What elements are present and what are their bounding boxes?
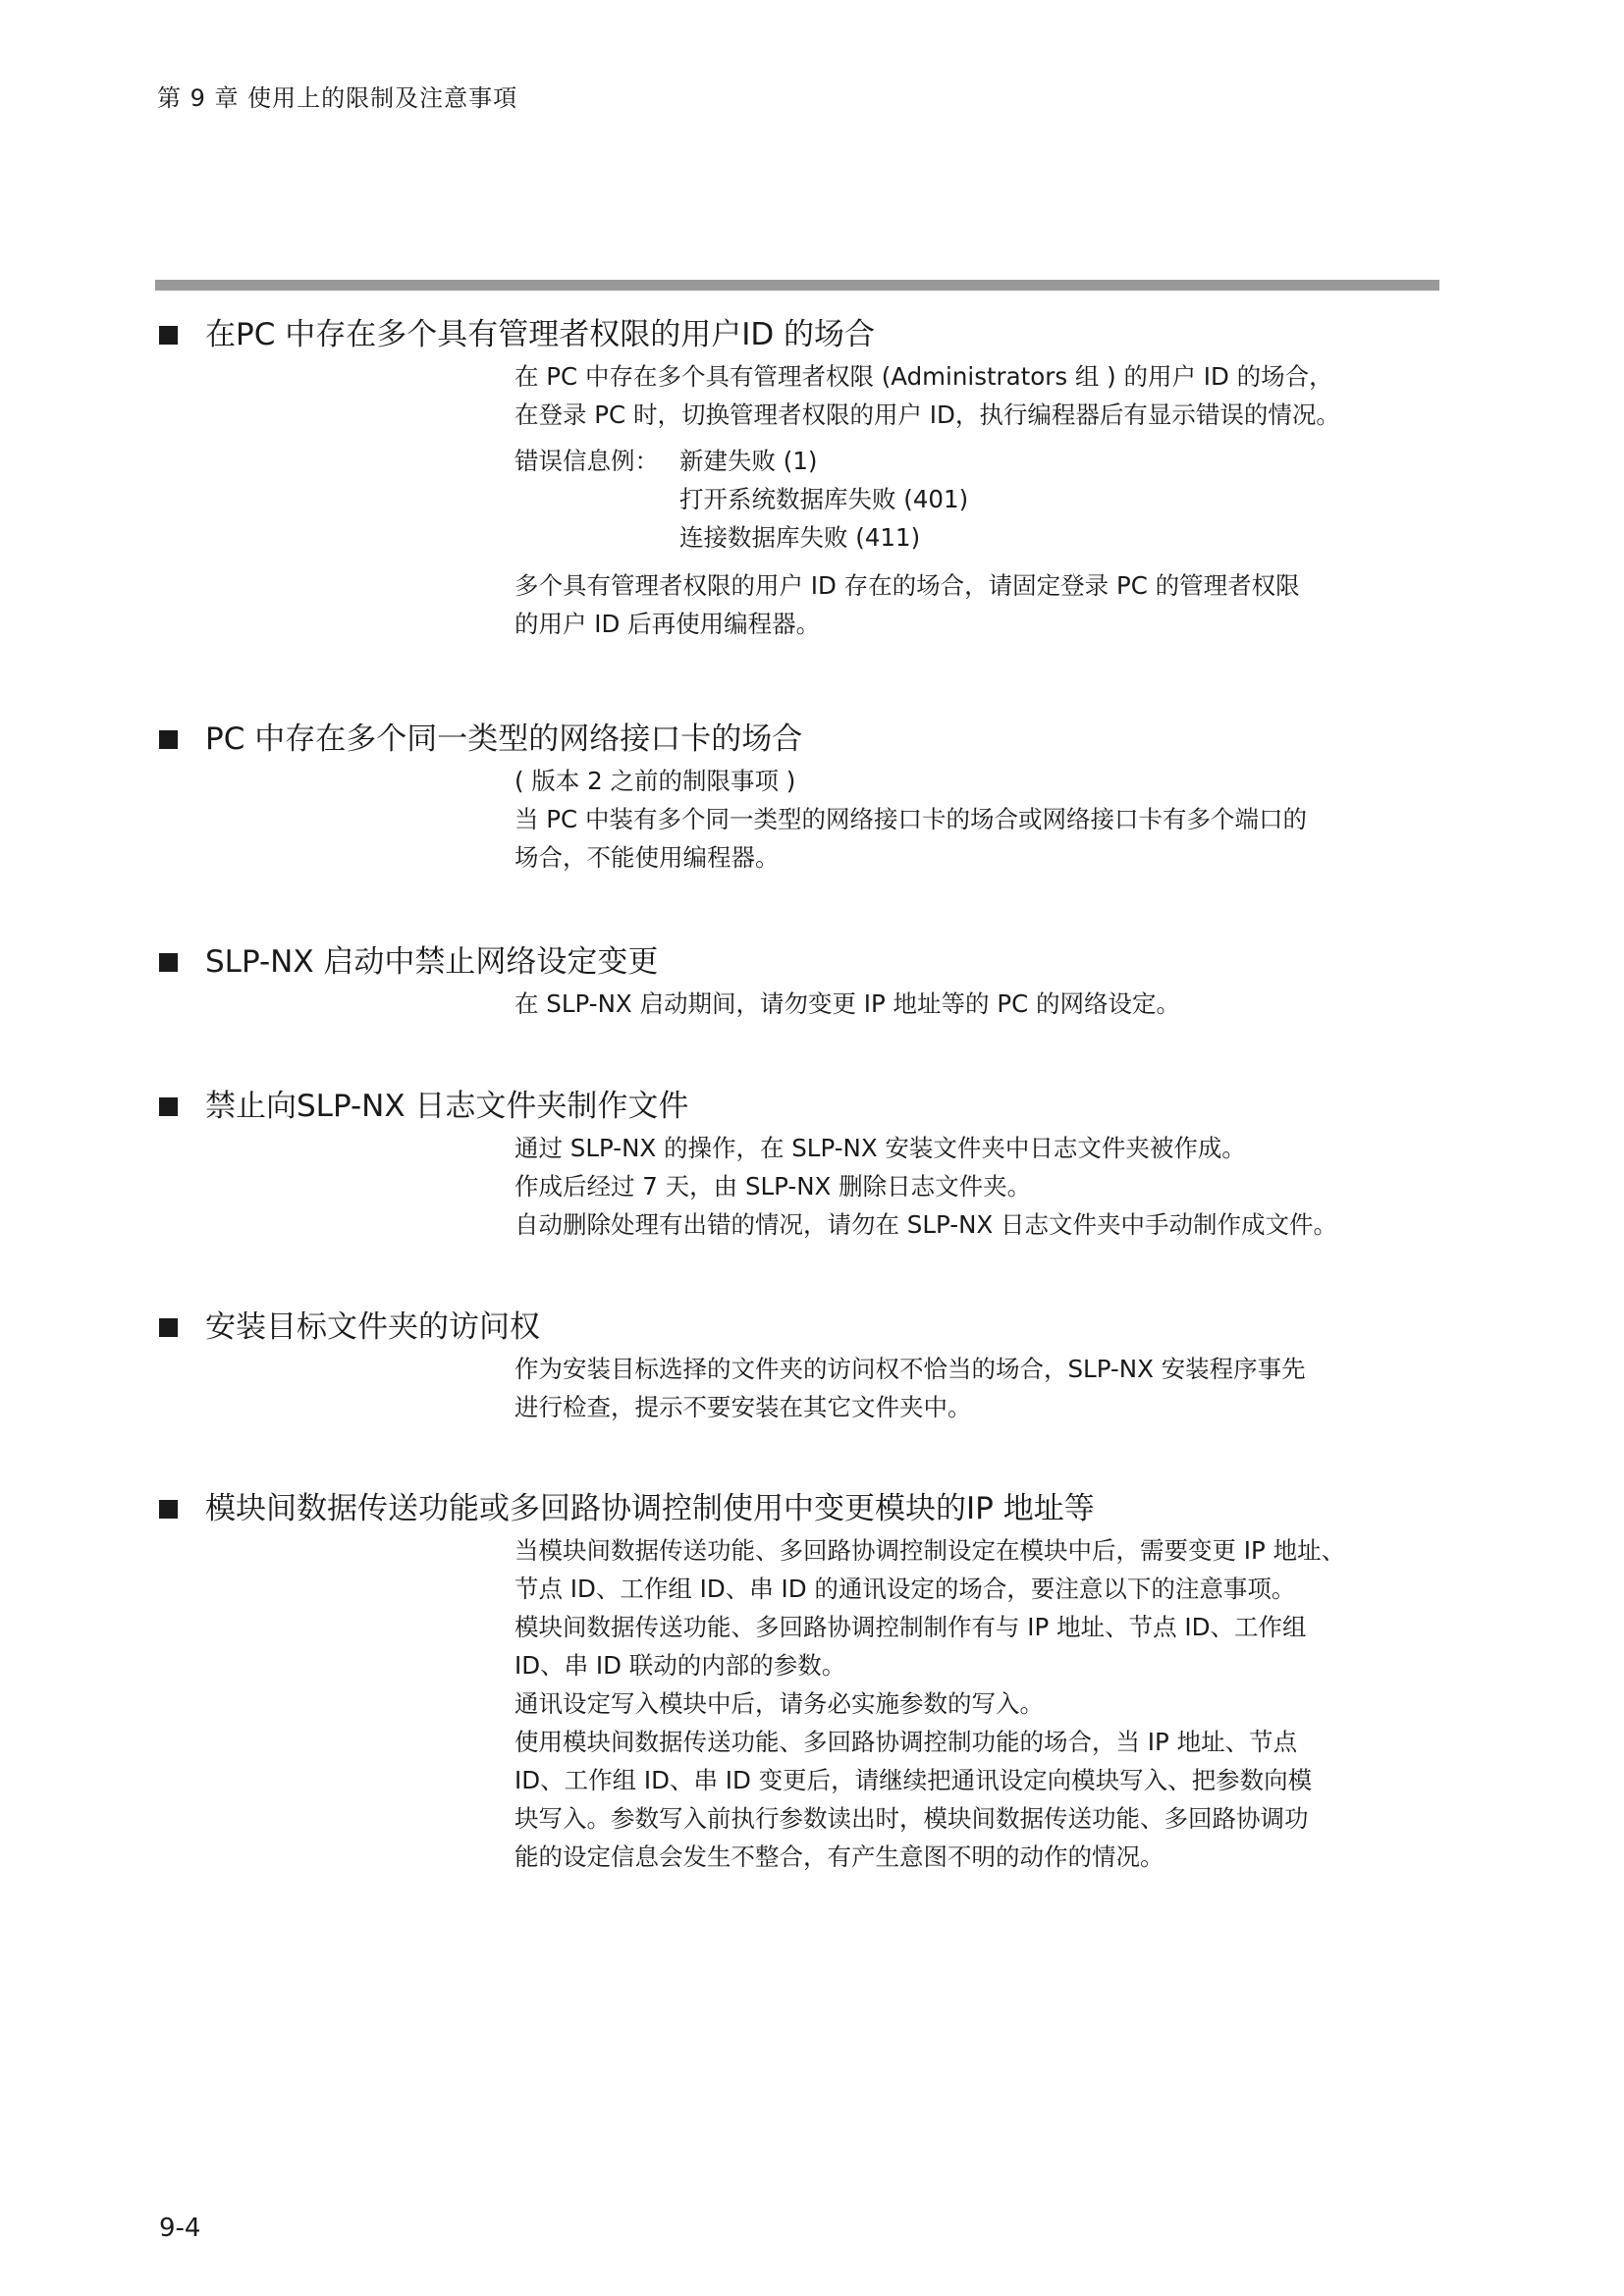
body-line: 块写入。参数写入前执行参数读出时，模块间数据传送功能、多回路协调功: [514, 1804, 1309, 1833]
body-line: 当 PC 中装有多个同一类型的网络接口卡的场合或网络接口卡有多个端口的: [514, 805, 1307, 833]
body-line: 进行检查，提示不要安装在其它文件夹中。: [514, 1393, 972, 1421]
body-line: 作为安装目标选择的文件夹的访问权不恰当的场合，SLP-NX 安装程序事先: [514, 1355, 1306, 1383]
square-bullet-icon: [159, 1500, 178, 1519]
section-body: [514, 1350, 1443, 1426]
section-body: [514, 357, 1443, 643]
error-example-block: [514, 442, 1443, 557]
body-line: 在 PC 中存在多个具有管理者权限 (Administrators 组 ) 的用户 ID 的场合，: [514, 362, 1333, 391]
body-line: 场合，不能使用编程器。: [514, 843, 780, 872]
section-title: [159, 1305, 1445, 1350]
section-body: [514, 1531, 1443, 1876]
body-line: 使用模块间数据传送功能、多回路协调控制功能的场合，当 IP 地址、节点: [514, 1728, 1298, 1756]
body-line: ID、串 ID 联动的内部的参数。: [514, 1651, 846, 1680]
body-line: 通讯设定写入模块中后，请务必实施参数的写入。: [514, 1689, 1044, 1718]
square-bullet-icon: [159, 1097, 178, 1116]
body-line: 作成后经过 7 天，由 SLP-NX 删除日志文件夹。: [514, 1172, 1032, 1201]
section-title: [159, 312, 1445, 357]
chapter-header: 第 9 章 使用上的限制及注意事項: [157, 84, 518, 112]
square-bullet-icon: [159, 326, 178, 345]
body-line: ( 版本 2 之前的制限事项 ): [514, 767, 796, 795]
body-line: ID、工作组 ID、串 ID 变更后，请继续把通讯设定向模块写入、把参数向模: [514, 1766, 1313, 1794]
section-body: [514, 985, 1443, 1023]
body-line: 多个具有管理者权限的用户 ID 存在的场合，请固定登录 PC 的管理者权限: [514, 571, 1300, 600]
body-line: 通过 SLP-NX 的操作，在 SLP-NX 安装文件夹中日志文件夹被作成。: [514, 1134, 1246, 1162]
section-ip-change: [159, 1486, 1445, 1876]
square-bullet-icon: [159, 953, 178, 972]
section-title-text: 禁止向SLP-NX 日志文件夹制作文件: [205, 1089, 689, 1124]
error-message: 新建失败 (1): [679, 447, 818, 475]
body-line: 节点 ID、工作组 ID、串 ID 的通讯设定的场合，要注意以下的注意事项。: [514, 1575, 1296, 1603]
error-message-list: [679, 442, 1443, 557]
section-title: [159, 717, 1445, 762]
section-install-folder-access: [159, 1305, 1445, 1426]
section-body: [514, 1129, 1443, 1244]
section-network-change-prohibited: [159, 939, 1445, 1023]
error-message: 打开系统数据库失败 (401): [679, 485, 969, 513]
square-bullet-icon: [159, 1318, 178, 1337]
section-log-folder: [159, 1084, 1445, 1244]
section-title-text: 在PC 中存在多个具有管理者权限的用户ID 的场合: [205, 317, 876, 352]
body-line: 的用户 ID 后再使用编程器。: [514, 610, 821, 638]
body-line: 当模块间数据传送功能、多回路协调控制设定在模块中后，需要变更 IP 地址、: [514, 1536, 1346, 1565]
section-title-text: 安装目标文件夹的访问权: [205, 1309, 540, 1345]
recommendation: [514, 566, 1443, 643]
body-line: 自动删除处理有出错的情况，请勿在 SLP-NX 日志文件夹中手动制作成文件。: [514, 1210, 1337, 1239]
section-title-text: SLP-NX 启动中禁止网络设定变更: [205, 944, 659, 980]
section-title-text: PC 中存在多个同一类型的网络接口卡的场合: [205, 721, 803, 757]
section-body: [514, 762, 1443, 877]
section-admin-user-id: [159, 312, 1445, 643]
page-number: 9-4: [159, 2214, 201, 2243]
section-multiple-nic: [159, 717, 1445, 877]
section-title-text: 模块间数据传送功能或多回路协调控制使用中变更模块的IP 地址等: [205, 1491, 1095, 1526]
error-message: 连接数据库失败 (411): [679, 523, 921, 552]
square-bullet-icon: [159, 730, 178, 749]
body-line: 在 SLP-NX 启动期间，请勿变更 IP 地址等的 PC 的网络设定。: [514, 989, 1180, 1018]
section-title: [159, 1084, 1445, 1129]
body-line: 模块间数据传送功能、多回路协调控制制作有与 IP 地址、节点 ID、工作组: [514, 1613, 1307, 1641]
body-line: 能的设定信息会发生不整合，有产生意图不明的动作的情况。: [514, 1842, 1164, 1871]
body-line: 在登录 PC 时，切换管理者权限的用户 ID，执行编程器后有显示错误的情况。: [514, 400, 1340, 429]
error-example-label: 错误信息例：: [514, 447, 659, 475]
section-title: [159, 1486, 1445, 1531]
section-divider-rule: [155, 280, 1439, 291]
section-title: [159, 939, 1445, 985]
